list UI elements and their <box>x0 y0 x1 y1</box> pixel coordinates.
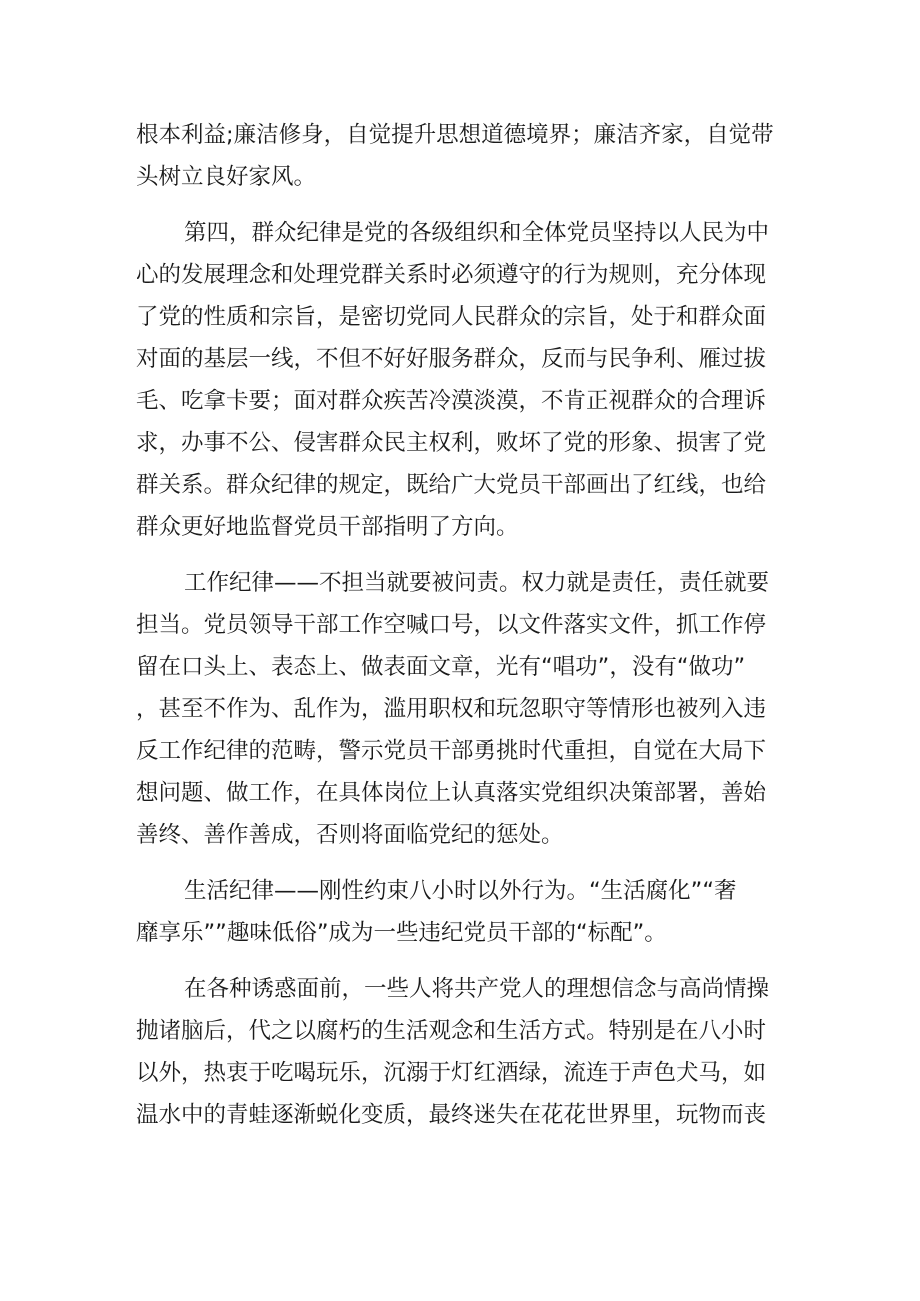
text-line: 心的发展理念和处理党群关系时必须遵守的行为规则，充分体现 <box>136 262 767 288</box>
text-line: ，甚至不作为、乱作为，滥用职权和玩忽职守等情形也被列入违 <box>136 696 767 722</box>
text-line: 求，办事不公、侵害群众民主权利，败坏了党的形象、损害了党 <box>136 430 767 456</box>
paragraph-2 <box>136 212 796 548</box>
text-line: 担当。党员领导干部工作空喊口号，以文件落实文件，抓工作停 <box>136 612 767 638</box>
text-line: 根本利益;廉洁修身，自觉提升思想道德境界；廉洁齐家，自觉带 <box>136 122 774 148</box>
text-line: 靡享乐””趣味低俗”成为一些违纪党员干部的“标配”。 <box>136 920 667 946</box>
text-line: 善终、善作善成，否则将面临党纪的惩处。 <box>136 822 564 848</box>
text-line: 对面的基层一线，不但不好好服务群众，反而与民争利、雁过拔 <box>136 346 767 372</box>
paragraph-3 <box>136 562 796 856</box>
paragraph-1 <box>136 114 796 198</box>
text-line: 了党的性质和宗旨，是密切党同人民群众的宗旨，处于和群众面 <box>136 304 767 330</box>
text-line: 反工作纪律的范畴，警示党员干部勇挑时代重担，自觉在大局下 <box>136 738 767 764</box>
text-line: 以外，热衷于吃喝玩乐，沉溺于灯红酒绿，流连于声色犬马，如 <box>136 1060 767 1086</box>
text-line: 温水中的青蛙逐渐蜕化变质，最终迷失在花花世界里，玩物而丧 <box>136 1102 767 1128</box>
text-line: 群关系。群众纪律的规定，既给广大党员干部画出了红线，也给 <box>136 472 767 498</box>
text-line: 毛、吃拿卡要；面对群众疾苦冷漠淡漠，不肯正视群众的合理诉 <box>136 388 767 414</box>
text-line: 想问题、做工作，在具体岗位上认真落实党组织决策部署，善始 <box>136 780 767 806</box>
document-body <box>136 114 796 1136</box>
text-line: 在各种诱惑面前，一些人将共产党人的理想信念与高尚情操 <box>184 976 770 1002</box>
text-line: 抛诸脑后，代之以腐朽的生活观念和生活方式。特别是在八小时 <box>136 1018 767 1044</box>
paragraph-4 <box>136 870 796 954</box>
text-line: 群众更好地监督党员干部指明了方向。 <box>136 514 519 540</box>
paragraph-5 <box>136 968 796 1136</box>
text-line: 工作纪律——不担当就要被问责。权力就是责任，责任就要 <box>184 570 770 596</box>
text-line: 留在口头上、表态上、做表面文章，光有“唱功”，没有“做功” <box>136 654 746 680</box>
text-line: 生活纪律——刚性约束八小时以外行为。“生活腐化”“奢 <box>184 878 737 904</box>
text-line: 头树立良好家风。 <box>136 164 317 190</box>
text-line: 第四，群众纪律是党的各级组织和全体党员坚持以人民为中 <box>184 220 770 246</box>
